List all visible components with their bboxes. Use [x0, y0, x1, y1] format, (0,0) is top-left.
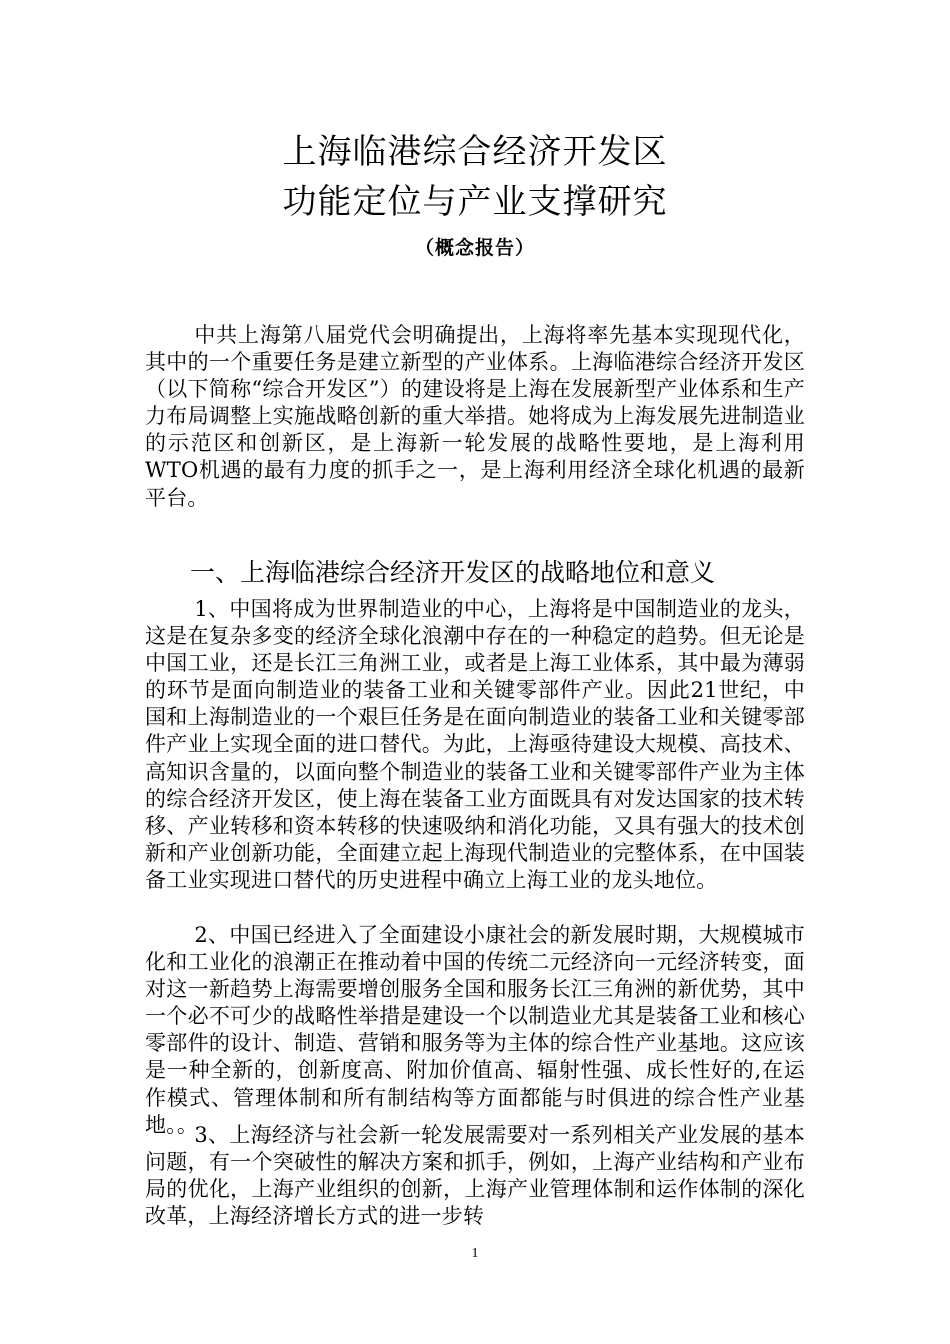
section-heading: 一、上海临港综合经济开发区的战略地位和意义: [190, 558, 716, 587]
document-subtitle: （概念报告）: [414, 237, 535, 259]
document-title-line-1: 上海临港综合经济开发区: [282, 132, 668, 172]
page-number: 1: [471, 1246, 479, 1261]
body-paragraph-2: 2、中国已经进入了全面建设小康社会的新发展时期，大规模城市化和工业化的浪潮正在推动着中国的传统二元经济向一元经济转变，面对这一新趋势上海需要增创服务全国和服务长江三角洲的新优势，其中一个必不可少的战略性举措是建设一个以制造业尤其是装备工业和核心零部件的设计、制造、营销和服务等为主体的综合性产业基地。这应该是一种全新的，创新度高、附加价值高、辐射性强、成长性好的,在运作模式、管理体制和所有制结构等方面都能与时俱进的综合性产业基地。。: [145, 923, 805, 1137]
body-paragraph-3: 3、上海经济与社会新一轮发展需要对一系列相关产业发展的基本问题，有一个突破性的解决方案和抓手，例如，上海产业结构和产业布局的优化，上海产业组织的创新，上海产业管理体制和运作体制的深化改革，上海经济增长方式的进一步转: [145, 1123, 805, 1229]
intro-paragraph: 中共上海第八届党代会明确提出，上海将率先基本实现现代化，其中的一个重要任务是建立新型的产业体系。上海临港综合经济开发区（以下简称“综合开发区”）的建设将是上海在发展新型产业体系和生产力布局调整上实施战略创新的重大举措。她将成为上海发展先进制造业的示范区和创新区，是上海新一轮发展的战略性要地，是上海利用WTO机遇的最有力度的抓手之一，是上海利用经济全球化机遇的最新平台。: [145, 323, 805, 510]
body-paragraph-1: 1、中国将成为世界制造业的中心，上海将是中国制造业的龙头，这是在复杂多变的经济全球化浪潮中存在的一种稳定的趋势。但无论是中国工业，还是长江三角洲工业，或者是上海工业体系，其中最为薄弱的环节是面向制造业的装备工业和关键零部件产业。因此21世纪，中国和上海制造业的一个艰巨任务是在面向制造业的装备工业和关键零部件产业上实现全面的进口替代。为此，上海亟待建设大规模、高技术、高知识含量的，以面向整个制造业的装备工业和关键零部件产业为主体的综合经济开发区，使上海在装备工业方面既具有对发达国家的技术转移、产业转移和资本转移的快速吸纳和消化功能，又具有强大的技术创新和产业创新功能，全面建立起上海现代制造业的完整体系，在中国装备工业实现进口替代的历史进程中确立上海工业的龙头地位。: [145, 597, 805, 892]
document-title-line-2: 功能定位与产业支撑研究: [282, 182, 668, 222]
